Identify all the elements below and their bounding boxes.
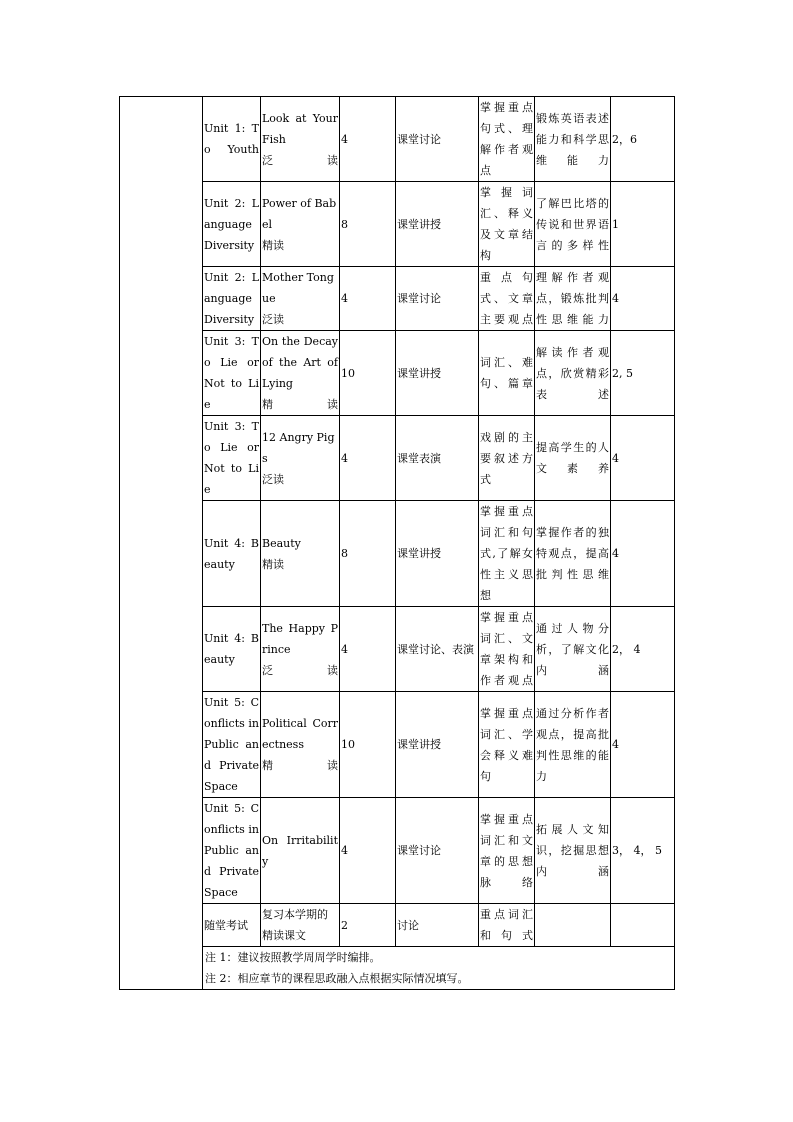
- reference-cell: 4: [611, 692, 675, 798]
- title-cell: [261, 267, 340, 331]
- reading-type: 精读: [262, 238, 284, 252]
- goal-cell: 掌握重点词汇、文章架构和作者观点: [479, 607, 535, 692]
- unit-cell: Unit 5: Conflicts in Public and Private Space: [203, 692, 261, 798]
- title-text: On Irritability: [262, 833, 338, 868]
- method-cell: 课堂讨论: [396, 798, 479, 904]
- title-text: 12 Angry Pigs: [262, 430, 335, 465]
- table-row: [120, 97, 675, 182]
- ideology-cell: 提高学生的人文素养: [535, 416, 611, 501]
- goal-cell: 掌握重点词汇和句式,了解女性主义思想: [479, 501, 535, 607]
- unit-cell: Unit 5: Conflicts in Public and Private Space: [203, 798, 261, 904]
- title-cell: [261, 97, 340, 182]
- title-text: Mother Tongue: [262, 271, 334, 305]
- unit-cell: Unit 4: Beauty: [203, 607, 261, 692]
- method-cell: 课堂讨论、表演: [396, 607, 479, 692]
- hours-cell: 4: [340, 798, 396, 904]
- goal-cell: 戏剧的主要叙述方式: [479, 416, 535, 501]
- goal-cell: 重点句式、文章主要观点: [479, 267, 535, 331]
- table-row: [120, 501, 675, 607]
- method-cell: 课堂讲授: [396, 692, 479, 798]
- course-schedule-table: [119, 96, 675, 990]
- title-cell: [261, 692, 340, 798]
- goal-cell: 掌握重点句式、理解作者观点: [479, 97, 535, 182]
- title-text: Beauty: [262, 536, 301, 550]
- table-row: [120, 267, 675, 331]
- ideology-cell: 理解作者观点，锻炼批判性思维能力: [535, 267, 611, 331]
- method-cell: 课堂表演: [396, 416, 479, 501]
- title-text: On the Decay of the Art of Lying: [262, 335, 338, 390]
- goal-cell: 掌握重点词汇、学会释义难句: [479, 692, 535, 798]
- reference-cell: 4: [611, 416, 675, 501]
- method-cell: 课堂讲授: [396, 501, 479, 607]
- reference-cell: 4: [611, 267, 675, 331]
- table-row: [120, 692, 675, 798]
- ideology-cell: 通过人物分析，了解文化内涵: [535, 607, 611, 692]
- notes-row: [120, 947, 675, 990]
- table-row: [120, 331, 675, 416]
- method-cell: 课堂讨论: [396, 97, 479, 182]
- goal-cell: 重点词汇和句式: [479, 904, 535, 947]
- ideology-cell: 了解巴比塔的传说和世界语言的多样性: [535, 182, 611, 267]
- reference-cell: [611, 904, 675, 947]
- title-text: Power of Babel: [262, 196, 337, 231]
- hours-cell: 8: [340, 182, 396, 267]
- blank-column-cell: [120, 97, 203, 990]
- ideology-cell: 通过分析作者观点，提高批判性思维的能力: [535, 692, 611, 798]
- unit-cell: Unit 2: Language Diversity: [203, 267, 261, 331]
- title-cell: [261, 607, 340, 692]
- notes-cell: [203, 947, 675, 990]
- goal-cell: 掌握重点词汇和文章的思想脉络: [479, 798, 535, 904]
- table-row: [120, 416, 675, 501]
- hours-cell: 2: [340, 904, 396, 947]
- ideology-cell: [535, 904, 611, 947]
- table-row: [120, 607, 675, 692]
- unit-cell: Unit 3: To Lie or Not to Lie: [203, 331, 261, 416]
- reference-cell: 2, 5: [611, 331, 675, 416]
- unit-cell: Unit 4: Beauty: [203, 501, 261, 607]
- table-row: [120, 798, 675, 904]
- reading-type: 泛读: [262, 153, 338, 167]
- title-cell: [261, 798, 340, 904]
- ideology-cell: 掌握作者的独特观点，提高批判性思维: [535, 501, 611, 607]
- title-text: Look at Your Fish: [262, 111, 338, 146]
- hours-cell: 10: [340, 692, 396, 798]
- method-cell: 课堂讨论: [396, 267, 479, 331]
- reading-type: 泛读: [262, 472, 284, 486]
- unit-cell: Unit 2: Language Diversity: [203, 182, 261, 267]
- reference-cell: 1: [611, 182, 675, 267]
- goal-cell: 掌握词汇、释义及文章结构: [479, 182, 535, 267]
- table-row: [120, 904, 675, 947]
- title-text: The Happy Prince: [262, 621, 338, 656]
- unit-cell: 随堂考试: [203, 904, 261, 947]
- title-cell: [261, 182, 340, 267]
- reference-cell: 4: [611, 501, 675, 607]
- reference-cell: 3， 4， 5: [611, 798, 675, 904]
- reading-type: 泛读: [262, 663, 338, 677]
- reading-type: 精读: [262, 398, 338, 411]
- hours-cell: 4: [340, 267, 396, 331]
- table-row: [120, 182, 675, 267]
- reading-type: 泛读: [262, 313, 284, 326]
- hours-cell: 10: [340, 331, 396, 416]
- title-cell: [261, 416, 340, 501]
- hours-cell: 8: [340, 501, 396, 607]
- method-cell: 课堂讲授: [396, 331, 479, 416]
- title-cell: [261, 331, 340, 416]
- ideology-cell: 锻炼英语表述能力和科学思维能力: [535, 97, 611, 182]
- note-line: 注 2：相应章节的课程思政融入点根据实际情况填写。: [205, 972, 469, 985]
- hours-cell: 4: [340, 97, 396, 182]
- title-text: 复习本学期的精读课文: [262, 908, 328, 942]
- title-text: Political Correctness: [262, 717, 338, 751]
- reading-type: 精读: [262, 759, 338, 772]
- unit-cell: Unit 1: To Youth: [203, 97, 261, 182]
- unit-cell: Unit 3: To Lie or Not to Lie: [203, 416, 261, 501]
- hours-cell: 4: [340, 416, 396, 501]
- method-cell: 课堂讲授: [396, 182, 479, 267]
- reading-type: 精读: [262, 557, 284, 571]
- reference-cell: 2，6: [611, 97, 675, 182]
- title-cell: [261, 904, 340, 947]
- title-cell: [261, 501, 340, 607]
- ideology-cell: 拓展人文知识，挖掘思想内涵: [535, 798, 611, 904]
- ideology-cell: 解读作者观点，欣赏精彩表述: [535, 331, 611, 416]
- goal-cell: 词汇、难句、篇章: [479, 331, 535, 416]
- hours-cell: 4: [340, 607, 396, 692]
- note-line: 注 1：建议按照教学周周学时编排。: [205, 951, 381, 964]
- reference-cell: 2， 4: [611, 607, 675, 692]
- method-cell: 讨论: [396, 904, 479, 947]
